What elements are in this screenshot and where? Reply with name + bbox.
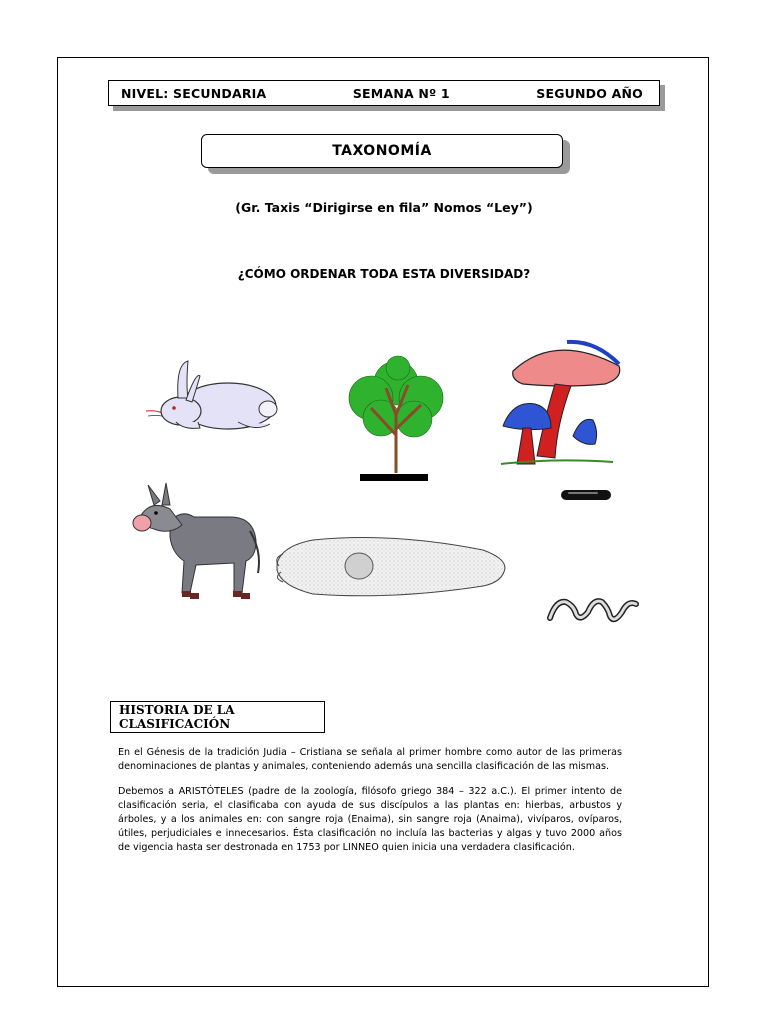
section-heading-box bbox=[110, 701, 325, 733]
bacillus-illustration bbox=[558, 486, 614, 504]
tree-illustration bbox=[336, 353, 456, 483]
paragraph-aristotle: Debemos a ARISTÓTELES (padre de la zoología, filósofo griego 384 – 322 a.C.). El primer intento de clasificación seria, el clasificaba con ayuda de sus discípulos a las plantas en: hierbas, arbustos y árboles, y a los animales en: con sangre roja (Enaima), sin sangre roja (Anaima), vivíparos, ovíparos, útiles, perjudiciales e innecesarios. Ésta clasificación no incluía las bacterias y algas y tuvo 2000 años de vigencia hasta ser destronada en 1753 por LINNEO quien inicia una verdadera clasificación. bbox=[118, 786, 622, 853]
flatworm-illustration bbox=[273, 528, 508, 608]
donkey-illustration bbox=[130, 481, 265, 606]
mushrooms-illustration bbox=[495, 336, 625, 471]
level-label: NIVEL: SECUNDARIA bbox=[121, 85, 267, 101]
week-label: SEMANA Nº 1 bbox=[352, 85, 450, 101]
paragraph-genesis: En el Génesis de la tradición Judia – Cristiana se señala al primer hombre como autor de las primeras denominaciones de plantas y animales, conteniendo además una sencilla clasificación de las mismas. bbox=[118, 747, 622, 772]
section-heading: HISTORIA DE LA CLASIFICACIÓN bbox=[119, 703, 235, 731]
year-label: SEGUNDO AÑO bbox=[536, 85, 643, 101]
page-title: TAXONOMÍA bbox=[332, 143, 432, 159]
spirillum-illustration bbox=[546, 588, 641, 628]
question: ¿CÓMO ORDENAR TODA ESTA DIVERSIDAD? bbox=[237, 267, 531, 281]
etymology: (Gr. Taxis “Dirigirse en fila” Nomos “Ley”) bbox=[235, 200, 533, 215]
page-frame bbox=[57, 57, 709, 987]
rabbit-illustration bbox=[138, 356, 283, 436]
title-box bbox=[201, 134, 563, 168]
header-bar bbox=[108, 80, 660, 106]
